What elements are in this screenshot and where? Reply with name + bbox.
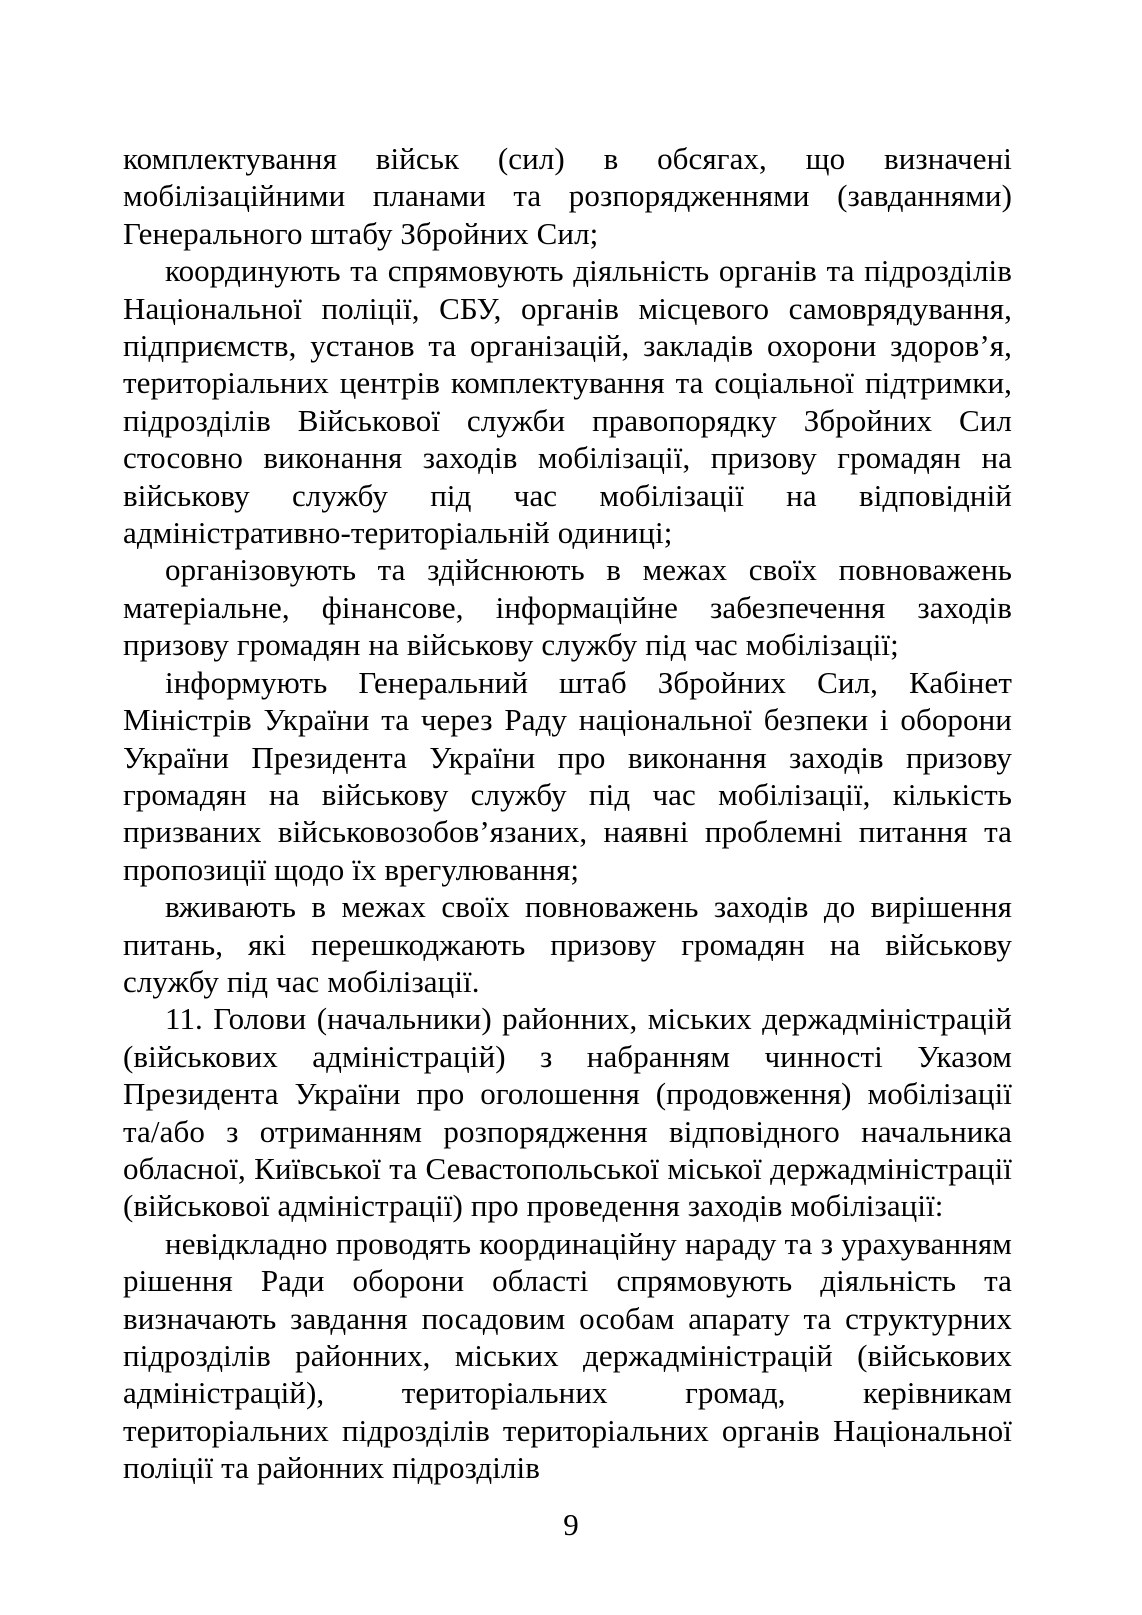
paragraph-item-11: 11. Голови (начальники) районних, міських держадміністрацій (військових адміністрацій) з набранням чинності Указом Президента України про оголошення (продовження) мобілізації та/або з отриманням розпорядження відповідного начальника обласної, Київської та Севастопольської міської держадміністрації (військової адміністрації) про проведення заходів мобілізації:	[123, 1001, 1012, 1224]
paragraph: невідкладно проводять координаційну нараду та з урахуванням рішення Ради оборони області спрямовують діяльність та визначають завдання посадовим особам апарату та структурних підрозділів районних, міських держадміністрацій (військових адміністрацій), територіальних громад, керівникам територіальних підрозділів територіальних органів Національної поліції та районних підрозділів	[123, 1225, 1012, 1486]
page-number: 9	[563, 1507, 579, 1542]
paragraph: інформують Генеральний штаб Збройних Сил, Кабінет Міністрів України та через Раду національної безпеки і оборони України Президента України про виконання заходів призову громадян на військову службу під час мобілізації, кількість призваних військовозобов’язаних, наявні проблемні питання та пропозиції щодо їх врегулювання;	[123, 664, 1012, 887]
text-block	[123, 140, 1012, 1487]
paragraph: організовують та здійснюють в межах своїх повноважень матеріальне, фінансове, інформаційне забезпечення заходів призову громадян на військову службу під час мобілізації;	[123, 552, 1012, 663]
paragraph: вживають в межах своїх повноважень заходів до вирішення питань, які перешкоджають призову громадян на військову службу під час мобілізації.	[123, 889, 1012, 999]
paragraph: координують та спрямовують діяльність органів та підрозділів Національної поліції, СБУ, органів місцевого самоврядування, підприємств, установ та організацій, закладів охорони здоров’я, територіальних центрів комплектування та соціальної підтримки, підрозділів Військової служби правопорядку Збройних Сил стосовно виконання заходів мобілізації, призову громадян на військову службу під час мобілізації на відповідній адміністративно-територіальній одиниці;	[123, 253, 1012, 551]
paragraph-continuation: комплектування військ (сил) в обсягах, що визначені мобілізаційними планами та розпорядженнями (завданнями) Генерального штабу Збройних Сил;	[123, 141, 1012, 251]
